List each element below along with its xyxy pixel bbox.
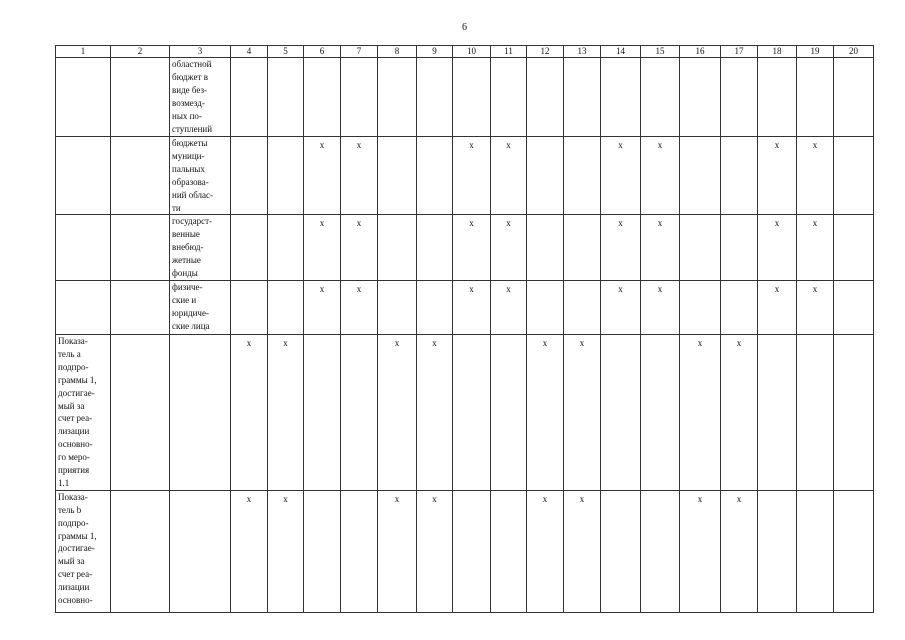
empty-cell [641, 490, 680, 612]
empty-cell [378, 58, 417, 137]
empty-cell [641, 58, 680, 137]
funding-source-cell-line: физиче- [172, 281, 203, 292]
funding-source-cell [170, 58, 231, 137]
table-row [56, 280, 874, 334]
x-mark-cell: x [304, 215, 341, 281]
column-number-12: 12 [527, 46, 564, 58]
indicator-cell-line: мый за [58, 400, 85, 411]
empty-cell [680, 215, 721, 281]
x-mark-cell: x [758, 137, 797, 215]
empty-cell [111, 215, 170, 281]
x-mark-cell: x [721, 490, 758, 612]
empty-cell [721, 137, 758, 215]
empty-cell [268, 137, 304, 215]
indicator-cell [56, 215, 111, 281]
funding-source-cell [170, 334, 231, 490]
funding-source-cell-line: образова- [172, 176, 209, 187]
funding-source-cell-line: жетные [172, 255, 201, 266]
indicator-cell-line: достигае- [58, 387, 95, 398]
indicator-cell-line: граммы 1, [58, 374, 97, 385]
empty-cell [341, 58, 378, 137]
empty-cell [417, 58, 453, 137]
indicator-cell [56, 58, 111, 137]
column-number-19: 19 [797, 46, 834, 58]
x-mark-cell: x [341, 280, 378, 334]
empty-cell [680, 137, 721, 215]
x-mark-cell: x [680, 334, 721, 490]
empty-cell [601, 58, 641, 137]
x-mark-cell: x [378, 490, 417, 612]
column-number-16: 16 [680, 46, 721, 58]
indicator-cell [56, 490, 111, 612]
indicator-cell-line: тель b [58, 504, 82, 515]
table-row [56, 215, 874, 281]
x-mark-cell: x [721, 334, 758, 490]
empty-cell [111, 334, 170, 490]
program-table [55, 45, 874, 613]
x-mark-cell: x [453, 215, 491, 281]
indicator-cell-line: достигае- [58, 543, 95, 554]
empty-cell [527, 58, 564, 137]
empty-cell [527, 280, 564, 334]
empty-cell [721, 280, 758, 334]
empty-cell [417, 215, 453, 281]
indicator-cell-line: лизации [58, 426, 90, 437]
empty-cell [758, 58, 797, 137]
empty-cell [268, 280, 304, 334]
indicator-cell-line: приятия [58, 465, 90, 476]
indicator-cell-line: подпро- [58, 361, 89, 372]
indicator-cell [56, 137, 111, 215]
funding-source-cell-line: возмезд- [172, 97, 205, 108]
empty-cell [564, 58, 601, 137]
funding-source-cell-line: ных по- [172, 110, 202, 121]
column-number-11: 11 [491, 46, 527, 58]
empty-cell [453, 490, 491, 612]
empty-cell [231, 280, 268, 334]
x-mark-cell: x [491, 280, 527, 334]
empty-cell [797, 58, 834, 137]
empty-cell [564, 280, 601, 334]
empty-cell [341, 334, 378, 490]
funding-source-cell-line: виде без- [172, 84, 208, 95]
x-mark-cell: x [601, 215, 641, 281]
indicator-cell-line: Показа- [58, 335, 88, 346]
empty-cell [378, 280, 417, 334]
empty-cell [378, 137, 417, 215]
funding-source-cell-line: пальных [172, 163, 205, 174]
x-mark-cell: x [453, 137, 491, 215]
table-row [56, 334, 874, 490]
empty-cell [601, 334, 641, 490]
funding-source-cell-line: юридиче- [172, 307, 209, 318]
x-mark-cell: x [797, 215, 834, 281]
empty-cell [111, 490, 170, 612]
empty-cell [111, 58, 170, 137]
empty-cell [111, 280, 170, 334]
empty-cell [834, 490, 874, 612]
empty-cell [304, 58, 341, 137]
funding-source-cell-line: бюджет в [172, 71, 208, 82]
x-mark-cell: x [601, 137, 641, 215]
x-mark-cell: x [797, 280, 834, 334]
x-mark-cell: x [268, 490, 304, 612]
indicator-cell-line: подпро- [58, 517, 89, 528]
empty-cell [111, 137, 170, 215]
indicator-cell-line: лизации [58, 582, 90, 593]
x-mark-cell: x [680, 490, 721, 612]
empty-cell [680, 58, 721, 137]
funding-source-cell-line: внебюд- [172, 242, 204, 253]
x-mark-cell: x [564, 334, 601, 490]
indicator-cell-line: го меро- [58, 452, 90, 463]
empty-cell [453, 58, 491, 137]
x-mark-cell: x [491, 137, 527, 215]
empty-cell [527, 215, 564, 281]
empty-cell [453, 334, 491, 490]
empty-cell [601, 490, 641, 612]
empty-cell [491, 58, 527, 137]
empty-cell [758, 490, 797, 612]
indicator-cell-line: граммы 1, [58, 530, 97, 541]
empty-cell [797, 334, 834, 490]
indicator-cell-line: тель a [58, 348, 81, 359]
x-mark-cell: x [601, 280, 641, 334]
funding-source-cell-line: муници- [172, 150, 205, 161]
funding-source-cell-line: бюджеты [172, 138, 208, 148]
column-number-14: 14 [601, 46, 641, 58]
column-number-3: 3 [170, 46, 231, 58]
column-number-17: 17 [721, 46, 758, 58]
column-number-1: 1 [56, 46, 111, 58]
column-number-15: 15 [641, 46, 680, 58]
column-number-2: 2 [111, 46, 170, 58]
column-number-10: 10 [453, 46, 491, 58]
funding-source-cell-line: ские лица [172, 320, 210, 331]
x-mark-cell: x [231, 334, 268, 490]
indicator-cell-line: счет реа- [58, 569, 93, 580]
indicator-cell [56, 334, 111, 490]
empty-cell [834, 215, 874, 281]
empty-cell [564, 137, 601, 215]
empty-cell [268, 215, 304, 281]
indicator-cell-line: основно- [58, 439, 93, 450]
empty-cell [527, 137, 564, 215]
x-mark-cell: x [641, 280, 680, 334]
empty-cell [721, 215, 758, 281]
x-mark-cell: x [341, 215, 378, 281]
x-mark-cell: x [453, 280, 491, 334]
empty-cell [834, 280, 874, 334]
empty-cell [231, 137, 268, 215]
column-number-13: 13 [564, 46, 601, 58]
indicator-cell-line: основно- [58, 595, 93, 606]
x-mark-cell: x [758, 215, 797, 281]
x-mark-cell: x [527, 334, 564, 490]
x-mark-cell: x [758, 280, 797, 334]
x-mark-cell: x [304, 137, 341, 215]
empty-cell [304, 490, 341, 612]
x-mark-cell: x [641, 215, 680, 281]
empty-cell [341, 490, 378, 612]
x-mark-cell: x [491, 215, 527, 281]
empty-cell [378, 215, 417, 281]
table-row [56, 137, 874, 215]
funding-source-cell [170, 490, 231, 612]
indicator-cell-line: мый за [58, 556, 85, 567]
funding-source-cell-line: венные [172, 229, 200, 240]
funding-source-cell-line: фонды [172, 268, 198, 279]
funding-source-cell-line: ступлений [172, 123, 213, 134]
x-mark-cell: x [304, 280, 341, 334]
funding-source-cell-line: ти [172, 202, 181, 213]
empty-cell [834, 334, 874, 490]
column-number-4: 4 [231, 46, 268, 58]
empty-cell [564, 215, 601, 281]
empty-cell [268, 58, 304, 137]
x-mark-cell: x [417, 334, 453, 490]
empty-cell [491, 334, 527, 490]
x-mark-cell: x [641, 137, 680, 215]
indicator-cell-line: 1.1 [58, 477, 70, 488]
empty-cell [417, 137, 453, 215]
column-number-5: 5 [268, 46, 304, 58]
funding-source-cell [170, 215, 231, 281]
table-row [56, 490, 874, 612]
empty-cell [721, 58, 758, 137]
column-number-8: 8 [378, 46, 417, 58]
indicator-cell-line: Показа- [58, 491, 88, 502]
empty-cell [834, 137, 874, 215]
x-mark-cell: x [527, 490, 564, 612]
funding-source-cell [170, 280, 231, 334]
column-number-20: 20 [834, 46, 874, 58]
page-number: 6 [462, 22, 467, 33]
funding-source-cell-line: областной [172, 59, 212, 69]
x-mark-cell: x [564, 490, 601, 612]
empty-cell [758, 334, 797, 490]
x-mark-cell: x [231, 490, 268, 612]
column-number-6: 6 [304, 46, 341, 58]
empty-cell [680, 280, 721, 334]
table-row [56, 58, 874, 137]
empty-cell [491, 490, 527, 612]
funding-source-cell-line: ские и [172, 294, 197, 305]
header-row [56, 46, 874, 58]
x-mark-cell: x [268, 334, 304, 490]
x-mark-cell: x [341, 137, 378, 215]
funding-source-cell-line: ний облас- [172, 189, 214, 200]
empty-cell [304, 334, 341, 490]
empty-cell [641, 334, 680, 490]
column-number-7: 7 [341, 46, 378, 58]
x-mark-cell: x [378, 334, 417, 490]
funding-source-cell-line: государст- [172, 216, 212, 227]
empty-cell [231, 215, 268, 281]
funding-source-cell [170, 137, 231, 215]
indicator-cell [56, 280, 111, 334]
empty-cell [797, 490, 834, 612]
empty-cell [417, 280, 453, 334]
empty-cell [231, 58, 268, 137]
column-number-18: 18 [758, 46, 797, 58]
indicator-cell-line: счет реа- [58, 413, 93, 424]
x-mark-cell: x [797, 137, 834, 215]
x-mark-cell: x [417, 490, 453, 612]
column-number-9: 9 [417, 46, 453, 58]
empty-cell [834, 58, 874, 137]
